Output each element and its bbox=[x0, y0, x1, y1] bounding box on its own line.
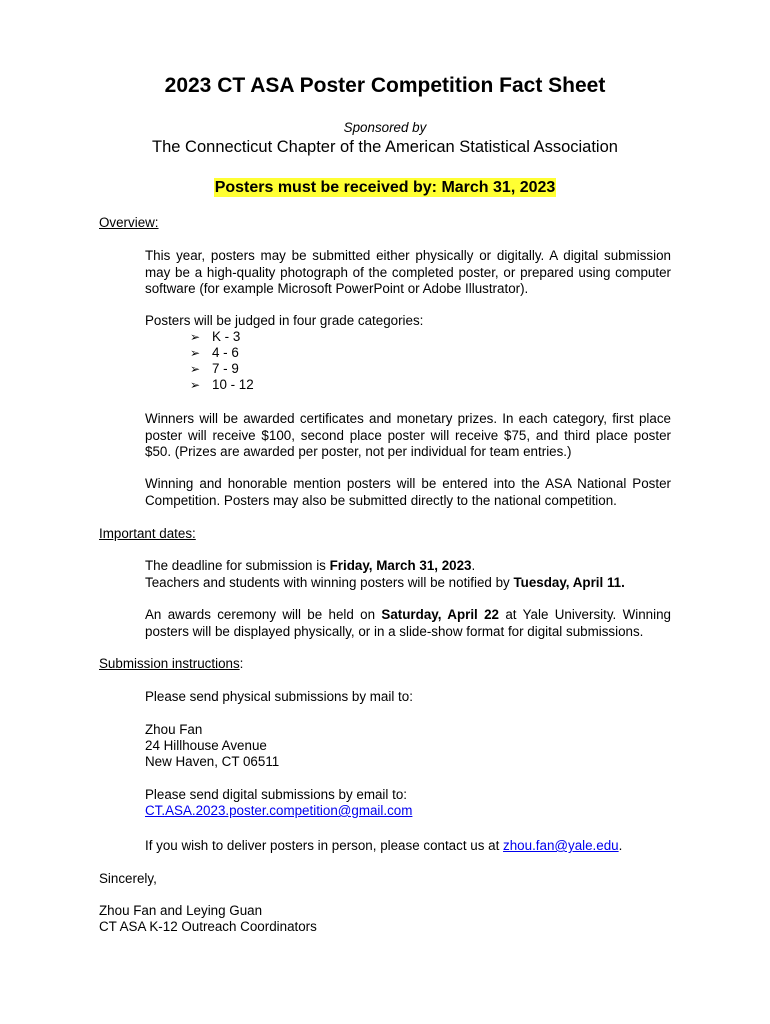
deadline-text: The deadline for submission is bbox=[145, 558, 330, 573]
sponsored-by-label: Sponsored by bbox=[343, 120, 427, 135]
overview-submission-paragraph: This year, posters may be submitted either physically or digitally. A digital submission may be a high-quality photograph of the completed poster, or prepared using computer software (for example Microsoft PowerPoint or Adobe Illustrator). bbox=[145, 248, 671, 296]
category-label: 10 - 12 bbox=[212, 377, 254, 392]
arrow-bullet-icon: ➢ bbox=[190, 346, 201, 360]
submission-heading-colon: : bbox=[239, 656, 244, 671]
deliver-line bbox=[145, 838, 622, 853]
category-item bbox=[190, 345, 239, 360]
deadline-period: . bbox=[471, 558, 476, 573]
category-label: K - 3 bbox=[212, 329, 241, 344]
deadline-date: Friday, March 31, 2023 bbox=[329, 558, 472, 573]
page-title: 2023 CT ASA Poster Competition Fact Sheet bbox=[164, 74, 606, 97]
overview-heading: Overview: bbox=[99, 215, 159, 230]
ceremony-text: An awards ceremony will be held on bbox=[145, 607, 382, 622]
category-label: 7 - 9 bbox=[212, 361, 239, 376]
important-dates-heading: Important dates: bbox=[99, 526, 196, 541]
ceremony-paragraph bbox=[145, 607, 671, 640]
ceremony-details: at Yale University. Winning posters will be displayed physically, or in a slide-show format for digital submissions. bbox=[145, 607, 671, 639]
arrow-bullet-icon: ➢ bbox=[190, 378, 201, 392]
arrow-bullet-icon: ➢ bbox=[190, 330, 201, 344]
category-label: 4 - 6 bbox=[212, 345, 239, 360]
sign-off: Sincerely, bbox=[99, 871, 157, 886]
prizes-paragraph: Winners will be awarded certificates and monetary prizes. In each category, first place poster will receive $100, second place poster will receive $75, and third place poster $50. (Prizes are awarded per poster, not per individual for team entries.) bbox=[145, 411, 671, 459]
email-intro: Please send digital submissions by email to: bbox=[145, 787, 407, 802]
category-item bbox=[190, 329, 240, 344]
notification-line bbox=[145, 575, 625, 590]
deliver-text: If you wish to deliver posters in person, please contact us at bbox=[145, 838, 504, 853]
signatory-role: CT ASA K-12 Outreach Coordinators bbox=[99, 919, 317, 934]
mail-intro: Please send physical submissions by mail to: bbox=[145, 689, 413, 704]
categories-intro: Posters will be judged in four grade categories: bbox=[145, 313, 424, 328]
notification-date: Tuesday, April 11. bbox=[513, 575, 625, 590]
address-name: Zhou Fan bbox=[145, 722, 203, 737]
arrow-bullet-icon: ➢ bbox=[190, 362, 201, 376]
deadline-banner bbox=[0, 179, 770, 197]
submission-email-link[interactable]: CT.ASA.2023.poster.competition@gmail.com bbox=[145, 803, 413, 818]
national-competition-paragraph: Winning and honorable mention posters will be entered into the ASA National Poster Competition. Posters may also be submitted directly to the national competition. bbox=[145, 476, 671, 508]
address-city: New Haven, CT 06511 bbox=[145, 754, 280, 769]
signatory-names: Zhou Fan and Leying Guan bbox=[99, 903, 263, 918]
contact-email-link[interactable]: zhou.fan@yale.edu bbox=[503, 838, 619, 853]
ceremony-date: Saturday, April 22 bbox=[381, 607, 500, 622]
deliver-period: . bbox=[618, 838, 623, 853]
submission-email-row bbox=[145, 803, 412, 818]
category-item bbox=[190, 361, 239, 376]
address-street: 24 Hillhouse Avenue bbox=[145, 738, 267, 753]
deadline-line bbox=[145, 558, 475, 573]
submission-heading-row bbox=[99, 656, 243, 671]
notification-text: Teachers and students with winning posters will be notified by bbox=[145, 575, 514, 590]
deadline-highlight: Posters must be received by: March 31, 2023 bbox=[214, 179, 556, 196]
sponsor-name: The Connecticut Chapter of the American Statistical Association bbox=[152, 138, 618, 156]
category-item bbox=[190, 377, 254, 392]
submission-heading: Submission instructions bbox=[99, 656, 240, 671]
